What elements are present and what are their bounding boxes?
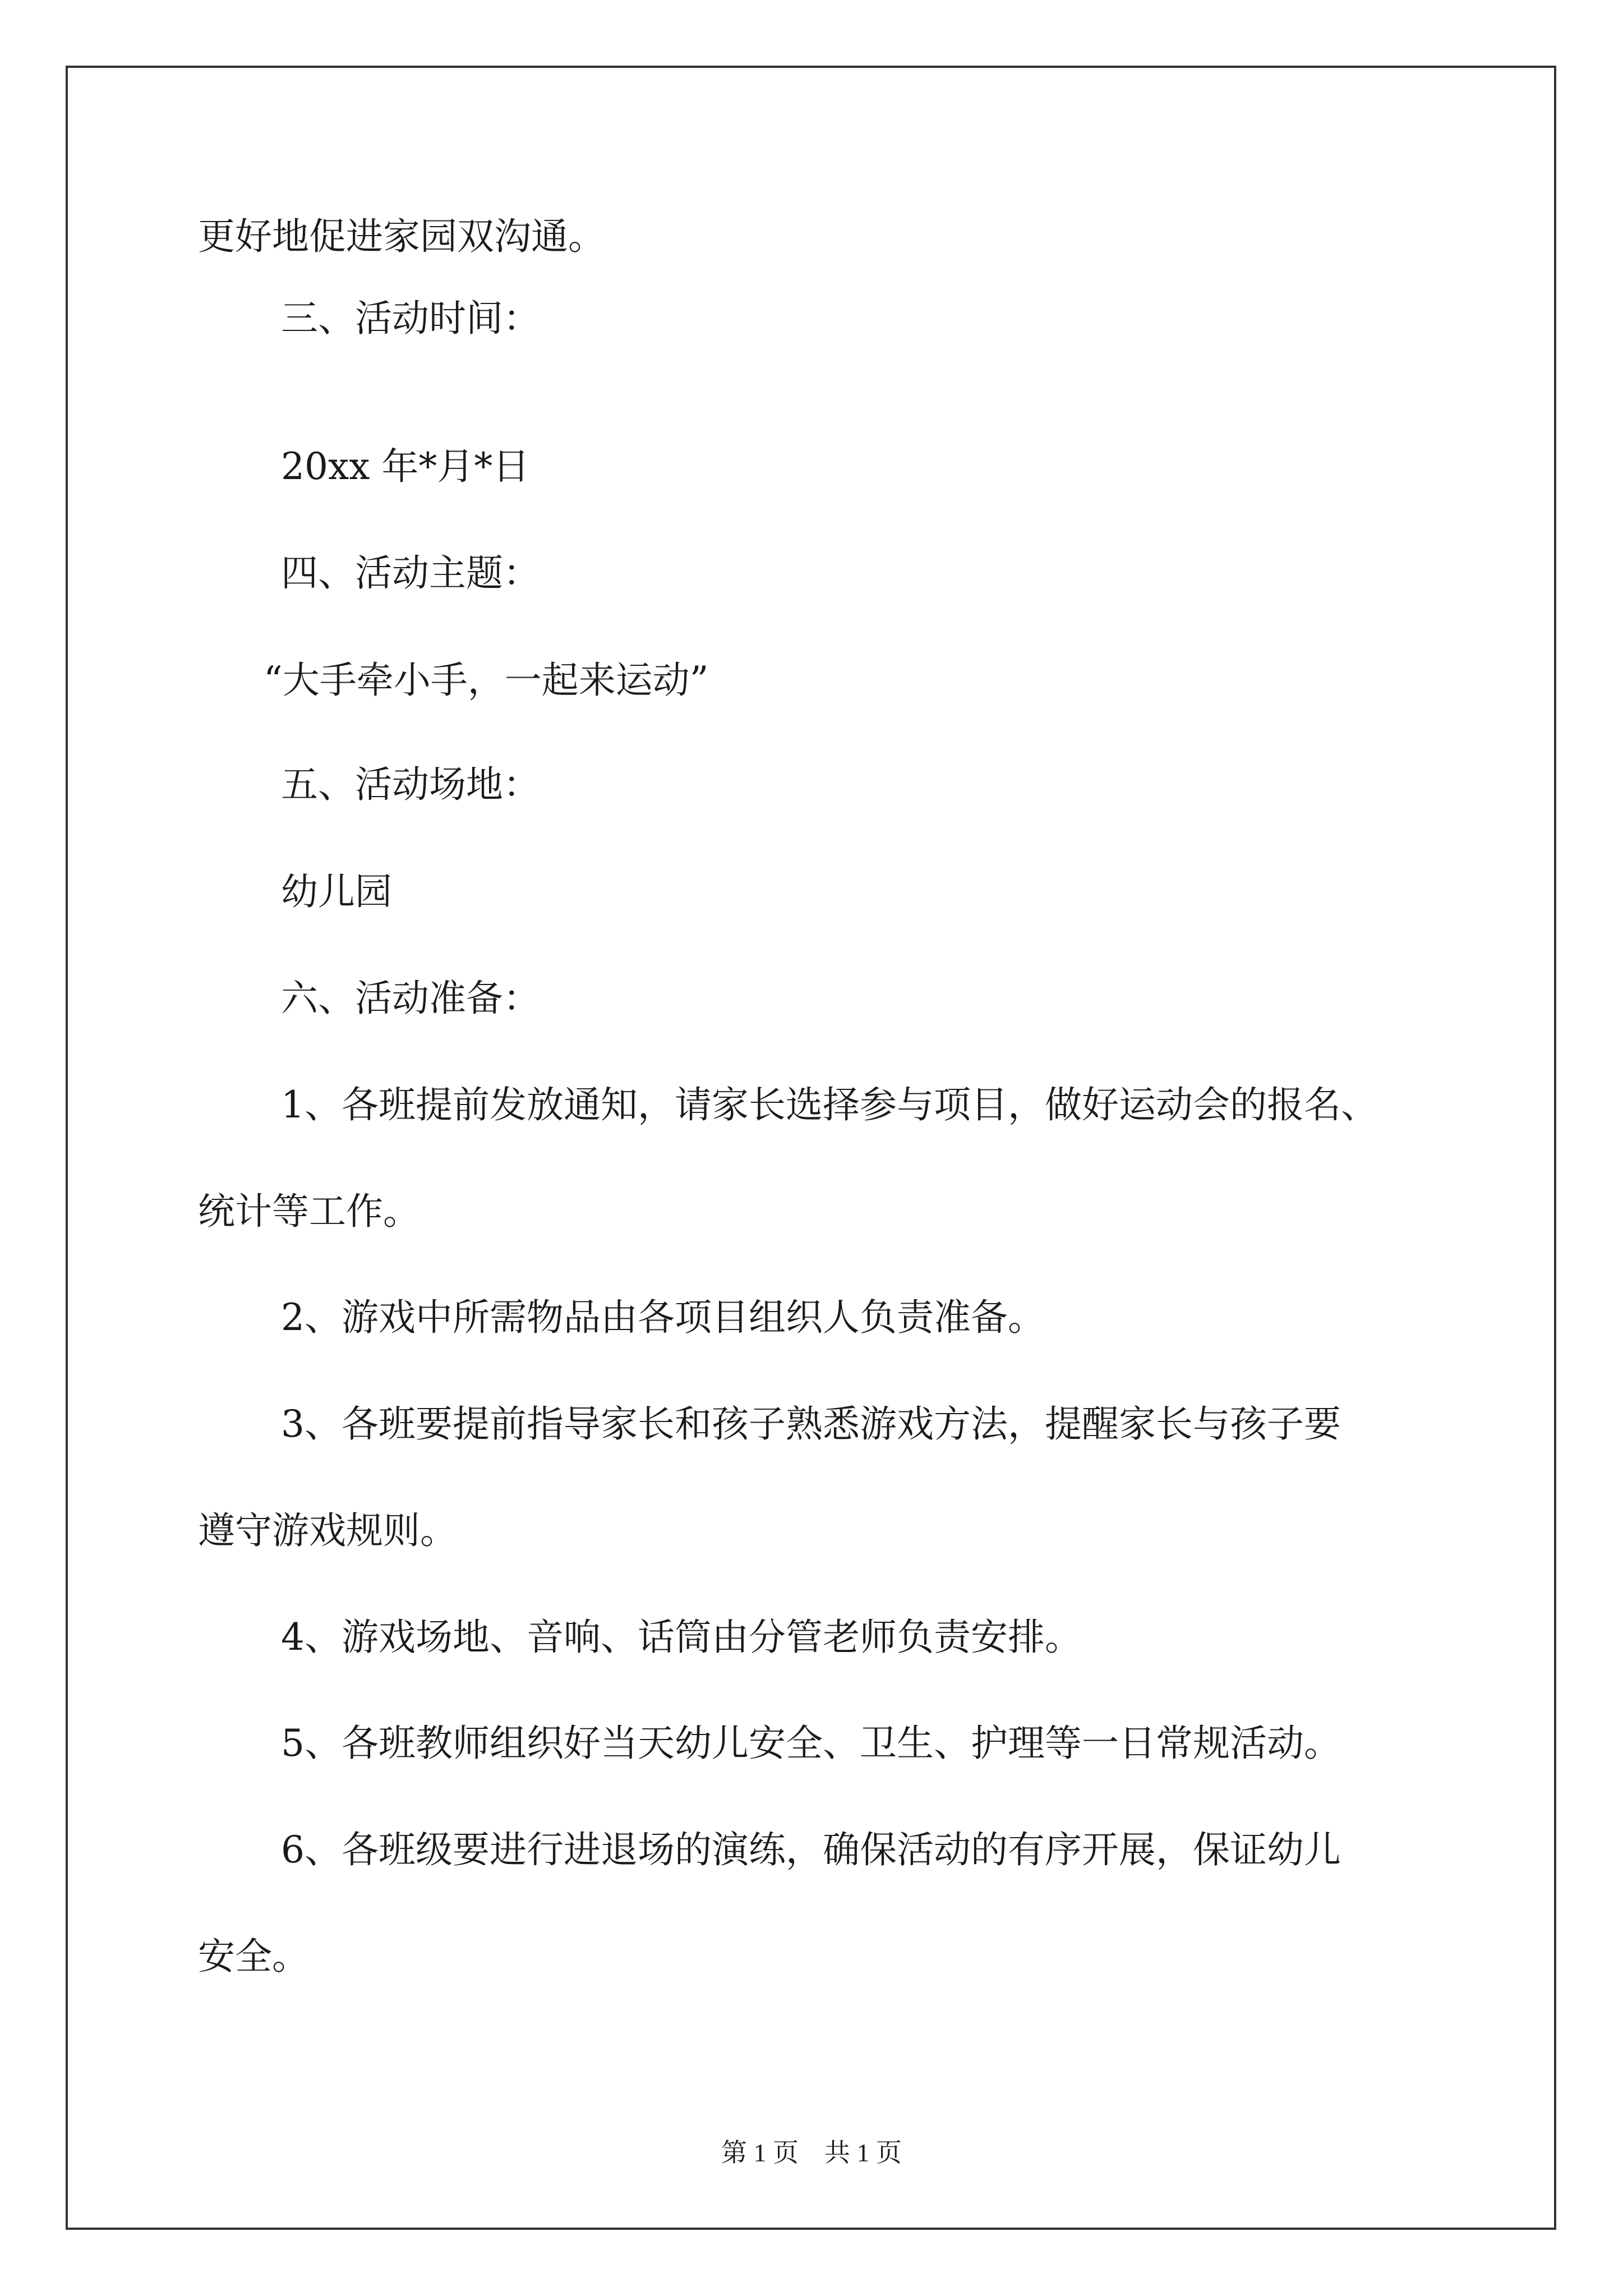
text-line: “大手牵小手，一起来运动”: [264, 659, 709, 702]
section-heading: 六、活动准备：: [281, 977, 540, 1020]
text-line: 幼儿园: [281, 870, 392, 913]
section-heading: 三、活动时间：: [281, 297, 540, 340]
list-item: 6、各班级要进行进退场的演练，确保活动的有序开展，保证幼儿: [281, 1828, 1341, 1871]
text-line: 统计等工作。: [198, 1190, 420, 1233]
page-number: 第 1 页 共 1 页: [721, 2138, 902, 2167]
text-line: 更好地促进家园双沟通。: [198, 215, 605, 258]
list-item: 5、各班教师组织好当天幼儿安全、卫生、护理等一日常规活动。: [281, 1722, 1341, 1765]
text-line: 遵守游戏规则。: [198, 1509, 457, 1552]
section-heading: 五、活动场地：: [281, 763, 540, 806]
list-item: 4、游戏场地、音响、话筒由分管老师负责安排。: [281, 1616, 1082, 1659]
page-border: [66, 66, 1556, 2230]
list-item: 2、游戏中所需物品由各项目组织人负责准备。: [281, 1296, 1045, 1339]
section-heading: 四、活动主题：: [281, 551, 540, 595]
text-line: 安全。: [198, 1935, 309, 1978]
text-line: 20xx 年*月*日: [281, 445, 530, 488]
list-item: 3、各班要提前指导家长和孩子熟悉游戏方法，提醒家长与孩子要: [281, 1402, 1341, 1446]
list-item: 1、各班提前发放通知，请家长选择参与项目，做好运动会的报名、: [281, 1083, 1378, 1126]
